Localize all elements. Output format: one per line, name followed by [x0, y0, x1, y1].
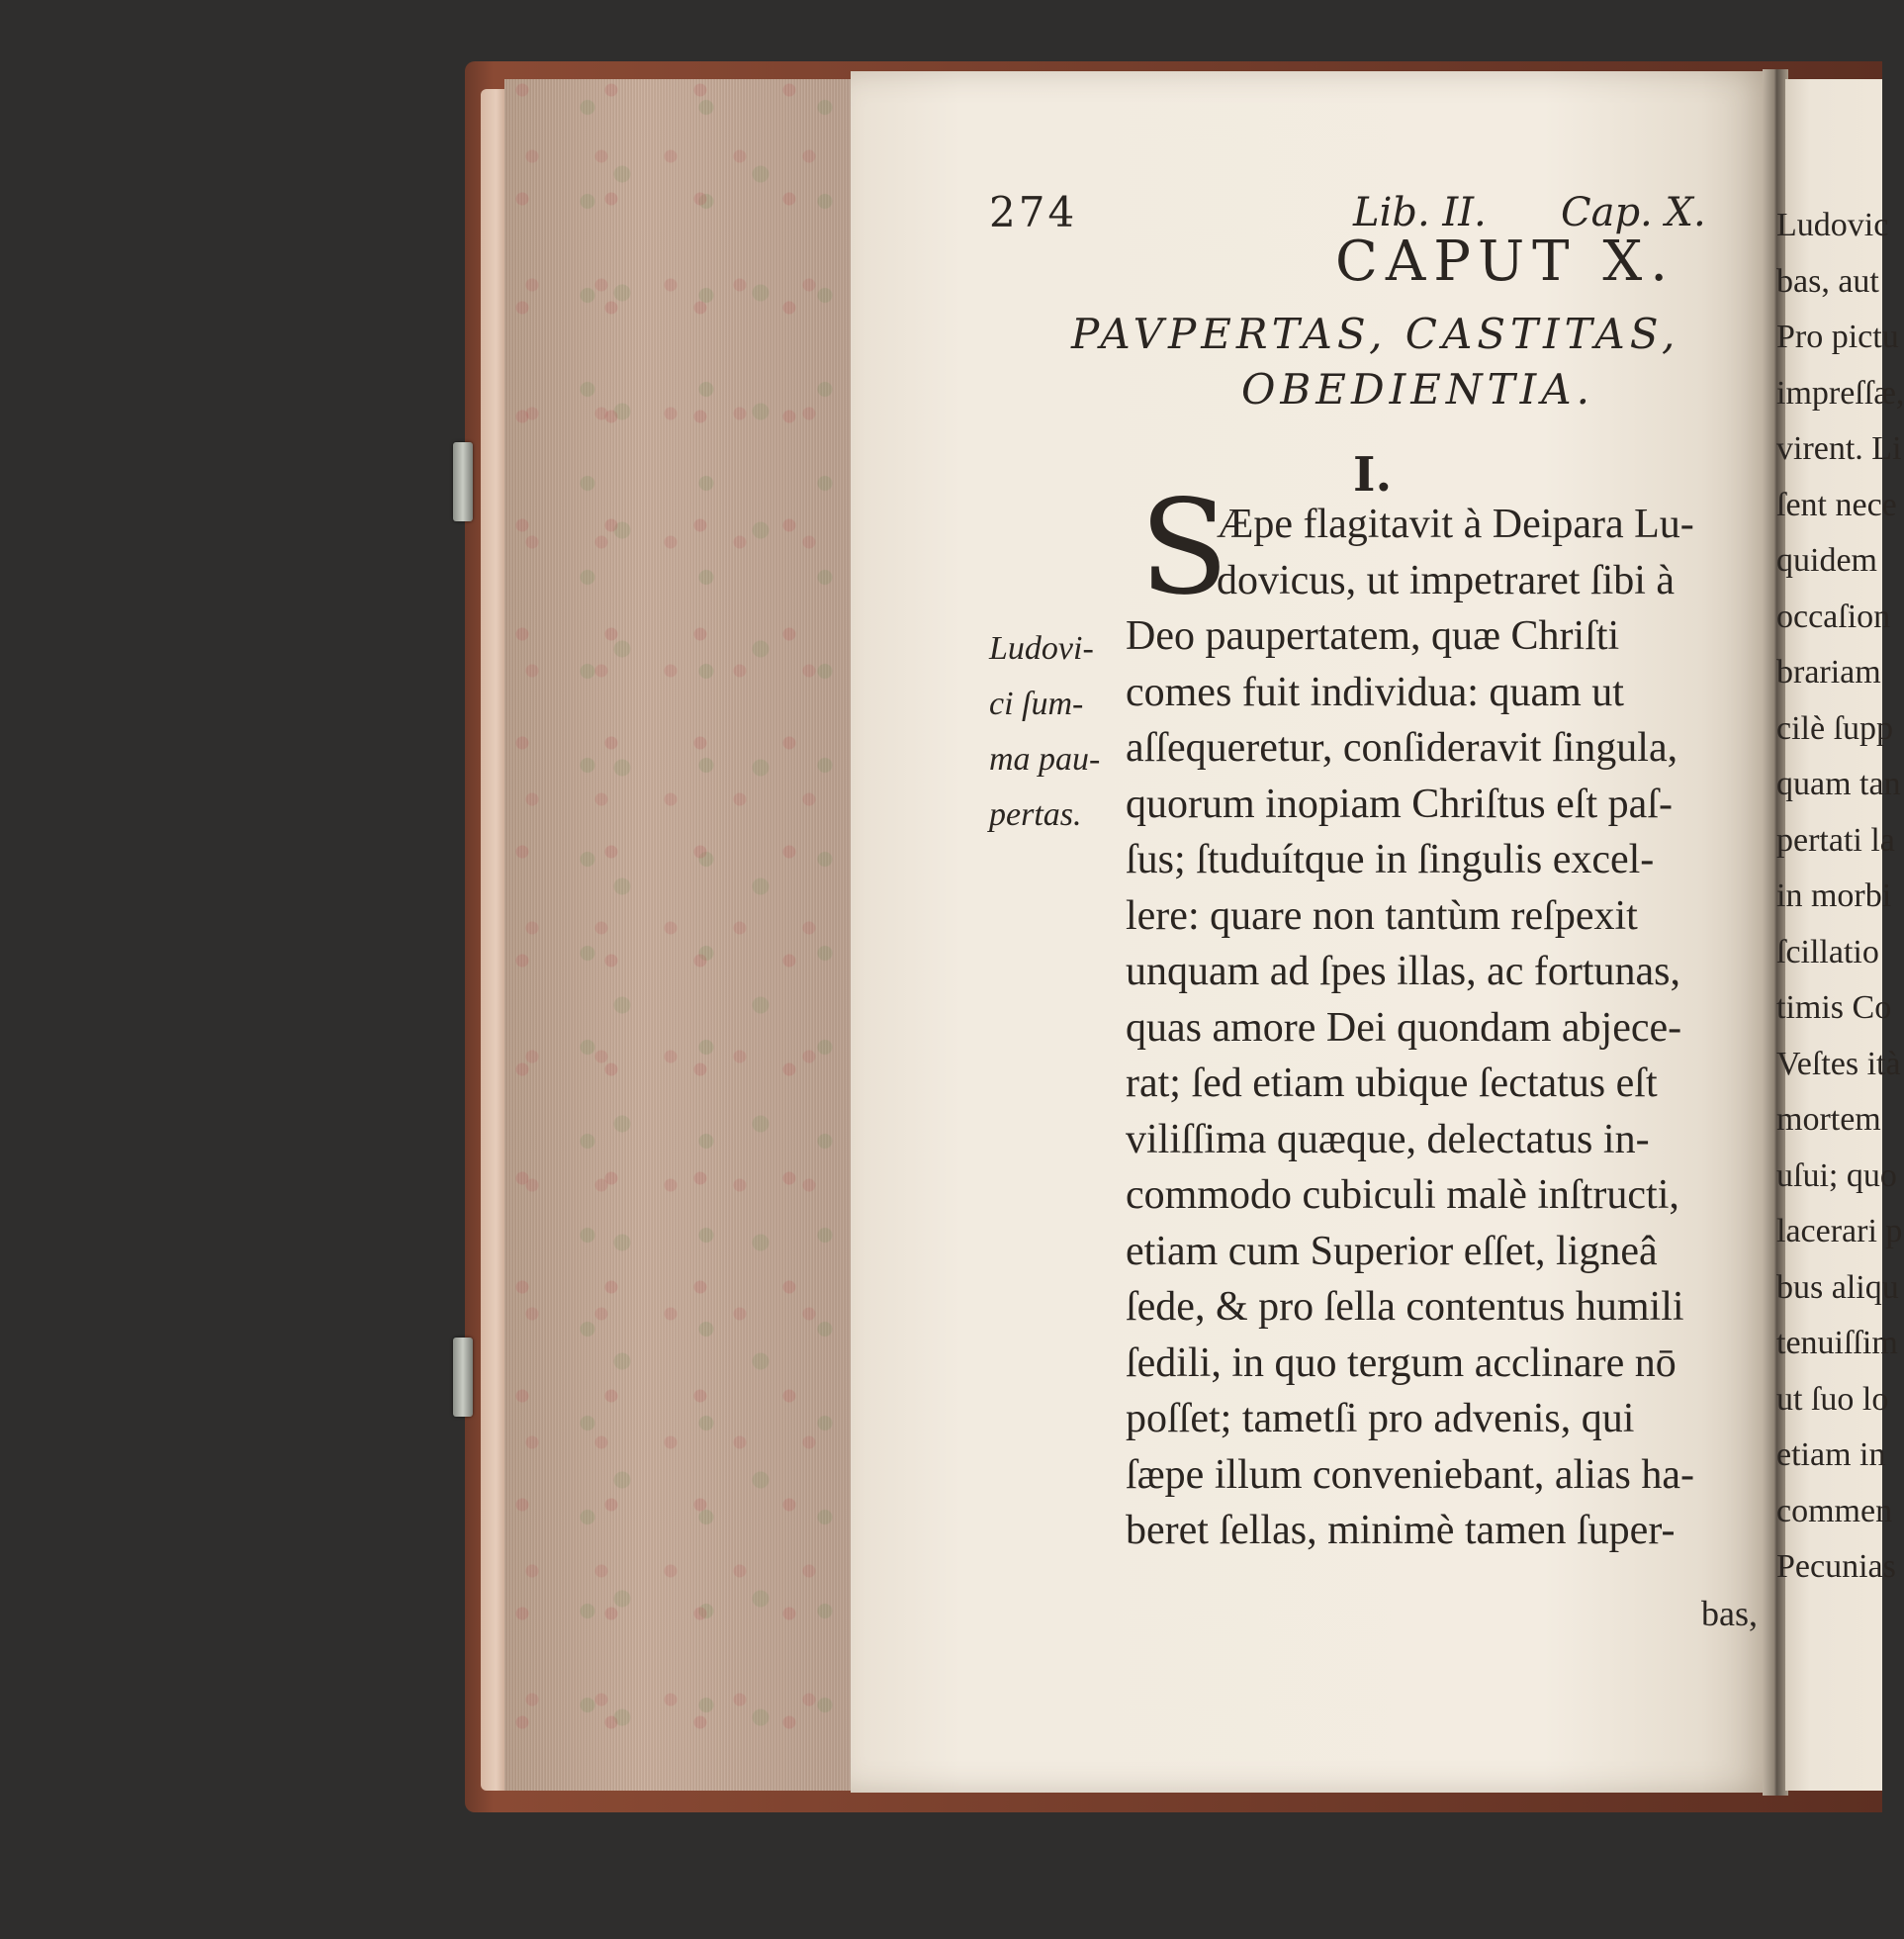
chapter-subtitle-line2: OBEDIENTIA.: [1241, 365, 1594, 414]
facing-header: Ludovic: [1776, 207, 1889, 243]
facing-line: commen: [1776, 1492, 1893, 1529]
body-line: dovicus, ut impetraret ſibi à: [1217, 557, 1676, 603]
facing-line: impreſſæ,: [1776, 374, 1904, 412]
facing-line: cilè ſupp: [1776, 709, 1894, 747]
body-line: ſus; ſtuduítque in ſingulis excel-: [1126, 837, 1655, 882]
speckled-page-edges: [504, 79, 851, 1791]
chapter-subtitle-line1: PAVPERTAS, CASTITAS,: [1071, 310, 1680, 358]
facing-line: bas, aut: [1776, 262, 1879, 300]
body-line: quorum inopiam Chriſtus eſt paſ-: [1126, 781, 1673, 827]
facing-line: ſent nece: [1776, 486, 1897, 523]
facing-line: in morbi: [1776, 877, 1892, 914]
body-line: aſſequeretur, conſideravit ſingula,: [1126, 725, 1678, 771]
clasp-bottom: [453, 1338, 473, 1417]
margin-note-line: Ludovi-: [989, 630, 1094, 667]
facing-line: virent. Li: [1776, 430, 1902, 467]
facing-line: ſcillatio: [1776, 933, 1879, 970]
drop-cap: S: [1139, 472, 1229, 624]
body-text: [1126, 497, 1768, 1559]
facing-line: quidem: [1776, 542, 1877, 579]
facing-line: timis Co: [1776, 989, 1892, 1026]
body-line: ſedili, in quo tergum acclinare nō: [1126, 1339, 1677, 1386]
body-line: beret ſellas, minimè tamen ſuper-: [1126, 1508, 1676, 1553]
margin-note-line: pertas.: [989, 796, 1082, 833]
body-line: comes fuit individua: quam ut: [1126, 669, 1624, 715]
catchword: bas,: [1701, 1594, 1758, 1633]
body-line: rat; ſed etiam ubique ſectatus eſt: [1126, 1061, 1658, 1106]
margin-note-line: ci ſum-: [989, 686, 1084, 722]
facing-line: occaſion: [1776, 598, 1891, 635]
facing-line: bus aliqu: [1776, 1268, 1899, 1306]
page-edge-strip: [481, 89, 506, 1791]
facing-line: Veſtes ità: [1776, 1045, 1901, 1082]
facing-line: mortem: [1776, 1101, 1881, 1138]
facing-page-text: [1776, 198, 1904, 1596]
body-line: poſſet; tametſi pro advenis, qui: [1126, 1396, 1635, 1441]
body-line: quas amore Dei quondam abjece-: [1126, 1004, 1682, 1051]
facing-line: tenuiſſim: [1776, 1325, 1898, 1361]
body-line: Æpe flagitavit à Deipara Lu-: [1217, 502, 1694, 547]
body-line: ſæpe illum conveniebant, alias ha-: [1126, 1451, 1694, 1498]
page-number: 274: [989, 188, 1078, 236]
body-line: Deo paupertatem, quæ Chriſti: [1126, 613, 1620, 659]
body-line: commodo cubiculi malè inſtructi,: [1126, 1172, 1679, 1218]
facing-line: uſui; quo: [1776, 1156, 1897, 1194]
facing-line: ut ſuo lo: [1776, 1380, 1889, 1418]
facing-line: quam tan: [1776, 766, 1901, 802]
section-number: I.: [1353, 447, 1393, 503]
facing-line: brariam: [1776, 654, 1881, 691]
body-line: unquam ad ſpes illas, ac fortunas,: [1126, 949, 1681, 994]
facing-line: Pro pictu: [1776, 319, 1899, 355]
clasp-top: [453, 442, 473, 521]
margin-note: [989, 621, 1118, 843]
body-line: lere: quare non tantùm reſpexit: [1126, 892, 1638, 939]
margin-note-line: ma pau-: [989, 741, 1101, 778]
body-line: ſede, & pro ſella contentus humili: [1126, 1284, 1684, 1330]
facing-line: Pecunias: [1776, 1548, 1896, 1585]
body-line: viliſſima quæque, delectatus in-: [1126, 1116, 1650, 1162]
running-head-book: Lib. II.: [1353, 190, 1487, 235]
running-head-chapter: Cap. X.: [1561, 190, 1706, 235]
facing-line: etiam in: [1776, 1436, 1886, 1473]
facing-line: pertati la: [1776, 821, 1895, 859]
chapter-title: CAPUT X.: [1335, 230, 1676, 294]
facing-line: lacerari p: [1776, 1213, 1903, 1249]
body-line: etiam cum Superior eſſet, ligneâ: [1126, 1228, 1658, 1274]
